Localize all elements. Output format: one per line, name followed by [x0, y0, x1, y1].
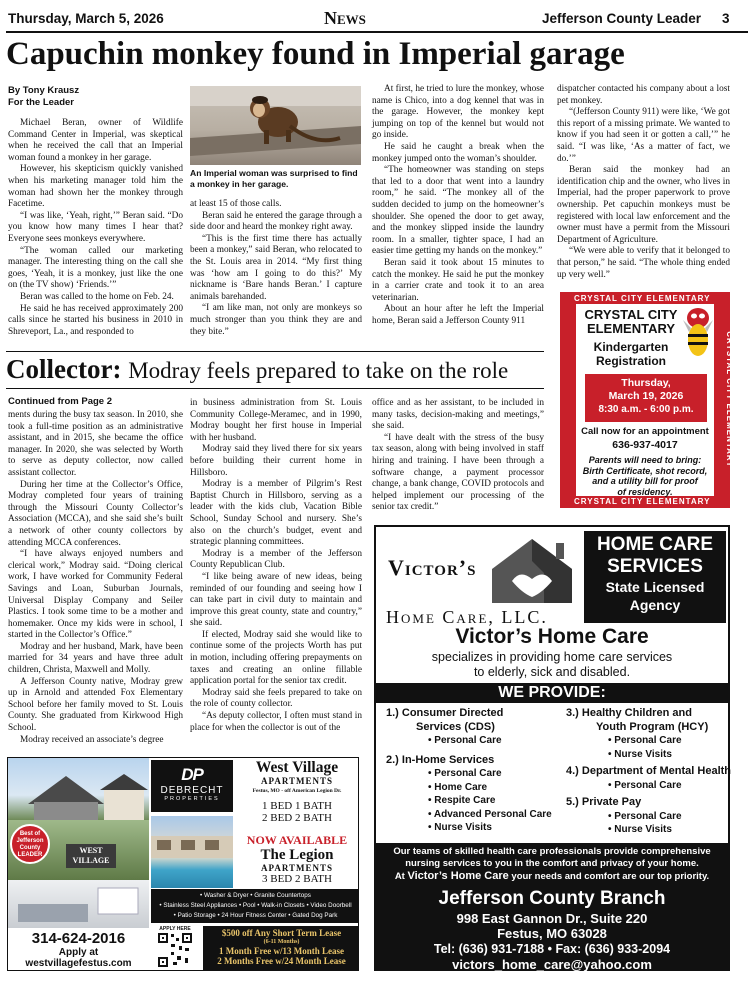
section-rule-bottom — [6, 388, 544, 389]
monkey-column-2 — [190, 199, 362, 338]
program-item: • Respite Care — [428, 795, 496, 806]
ad-banner-top: CRYSTAL CITY ELEMENTARY — [574, 294, 711, 303]
paragraph: Beran said the monkey had an identification chip and the owner, who lives in Imperial, had the proper paperwork to prove ownership. Pet capuchin monkeys must be registered with local law enforcement and the owner must have a permit from the Missouri Department of Agriculture. — [557, 165, 730, 245]
program-item: • Personal Care — [428, 768, 502, 779]
paragraph: Modray and her husband, Mark, have been married for 34 years and have three adult children, Christa, Maxwell and Molly. — [8, 641, 183, 676]
paragraph: “I like being aware of new ideas, being reminded of our founding and seeing how I can take part in civil duty to maintain and improve this great county, state and country,” she said. — [190, 571, 362, 629]
paragraph: He said he caught a break when the monkey jumped onto the woman’s shoulder. — [372, 141, 544, 164]
paper-name: Jefferson County Leader — [542, 11, 702, 26]
continued-from: Continued from Page 2 — [8, 396, 112, 407]
paragraph: at least 15 of those calls. — [190, 199, 282, 209]
programs-right — [566, 707, 732, 837]
paragraph: At first, he tried to lure the monkey, whose name is Chico, into a dog kennel that was in the garage. However, the monkey kept jumping on top of the kennel but would not go inside. — [372, 84, 544, 141]
pool-illustration — [151, 816, 233, 888]
paragraph: Beran said he entered the garage through a side door and heard the monkey right away. — [190, 210, 362, 233]
sign-text: WEST VILLAGE — [66, 844, 116, 868]
registration-time: 8:30 a.m. - 6:00 p.m. — [598, 404, 694, 415]
monkey-column-1 — [8, 118, 183, 338]
paragraph: Modray received an associate’s degree — [20, 734, 164, 745]
program-title: Youth Program (HCY) — [596, 720, 709, 733]
apply-label: Apply at — [58, 947, 99, 958]
byline-org: For the Leader — [8, 96, 74, 108]
paragraph: Michael Beran, owner of Wildlife Command Center in Imperial, was skeptical when he received the call that an Imperial woman found a monkey in her garage. — [8, 118, 183, 163]
byline-author: By Tony Krausz — [8, 85, 80, 96]
collector-column-2 — [190, 398, 362, 734]
we-provide-bar: WE PROVIDE: — [376, 683, 728, 703]
collector-kicker: Collector: — [6, 354, 122, 384]
paragraph: A Jefferson County native, Modray grew up in Arnold and attended Fox Elementary School before her family moved to St. Louis County. She graduated from Kirkwood High School. — [8, 676, 183, 734]
header-date: Thursday, March 5, 2026 — [8, 11, 164, 26]
monkey-headline: Capuchin monkey found in Imperial garage — [6, 36, 625, 72]
monkey-photo — [190, 86, 361, 165]
program-item: • Personal Care — [608, 810, 682, 822]
page-number: 3 — [722, 11, 730, 26]
collector-column-1 — [8, 410, 183, 746]
branch-city: Festus, MO 63028 — [497, 926, 607, 941]
debrecht-logo: DP DEBRECHT PROPERTIES — [151, 760, 233, 812]
living-room-illustration — [8, 880, 149, 928]
paragraph: in business administration from St. Louis Community College-Meramec, and in 1990, Modray bought her first house in Imperial with her husband. — [190, 398, 362, 443]
paragraph: If elected, Modray said she would like to continue some of the projects Worth has put in motion, including offering prepayments on taxes and creating an online fillable application portal for the senior tax credit. — [190, 629, 362, 687]
branch-name: Jefferson County Branch — [438, 888, 666, 909]
program-item: • Nurse Visits — [428, 822, 492, 833]
paragraph: ments during the busy tax season. In 2010, she took a full-time position as an administrative assistant, and in 2015, she became the office manager. In 2020, she was selected by Worth to serve as deputy collector, now called assistant collector. — [8, 410, 183, 478]
program-title: 2.) In-Home Services — [386, 753, 495, 766]
paragraph: He said he has received approximately 200 calls since he started his business in 2010 in Shreveport, La., and responded to — [8, 303, 183, 337]
best-of-badge: Best of Jefferson County LEADER — [10, 824, 50, 864]
now-available: NOW AVAILABLE — [246, 833, 348, 847]
collector-headline — [6, 352, 508, 388]
registration-date-box: Thursday, March 19, 2026 8:30 a.m. - 6:00 p.m. — [585, 374, 707, 422]
paragraph: “We were able to verify that it belonged to that person,” he said. “The whole thing ended up very well.” — [557, 246, 730, 280]
program-title: 1.) Consumer Directed — [386, 707, 504, 719]
qr-code[interactable]: APPLY HERE — [155, 926, 195, 970]
branch-address: 998 East Gannon Dr., Suite 220 — [456, 911, 648, 926]
paragraph: “This is the first time there has actually been a monkey,” said Beran, who relocated to the St. Louis area in 2014. “My first thing was ‘how am I going to do this?’ My nickname is ‘Bare hands Beran.’ I capture animals barehanded. — [190, 233, 362, 302]
westvillage-phone: 314-624-2016 — [31, 930, 126, 947]
monkey-illustration — [190, 86, 361, 165]
paragraph: “I am like man, not only are monkeys so much stronger than you think they are and they bite.” — [190, 303, 362, 337]
dp-mark: DP — [181, 765, 203, 784]
west-village-units: 1 BED 1 BATH 2 BED 2 BATH — [262, 800, 332, 824]
page-header — [8, 8, 748, 32]
paragraph: “I have always enjoyed numbers and clerical work,” Modray said. “Doing clerical work, I have worked for Community Federal Savings and Loan, Suburban Journals, Universal Display Company and Seiler Plastics. I took some time to be a mother and homemaker. Once my kids were in school, I started in the Collector’s Office.” — [8, 549, 183, 641]
branch-phones: Tel: (636) 931-7188 • Fax: (636) 933-2094 — [433, 942, 671, 956]
westvillage-ad — [7, 757, 359, 971]
paragraph: “I was like, ‘Yeah, right,’” Beran said. “Do you know how many times I hear that? Everyone sees monkeys everywhere. — [8, 210, 183, 244]
program-item: • Home Care — [428, 781, 488, 793]
paragraph: dispatcher contacted his company about a lost pet monkey. — [557, 84, 730, 106]
west-village-title: West Village APARTMENTS Festus, MO - off American Legion Dr. — [252, 759, 342, 794]
logo-bottom-text: Home Care, LLC. — [386, 607, 548, 627]
monkey-column-3 — [372, 84, 544, 327]
ad-banner-bottom: CRYSTAL CITY ELEMENTARY — [574, 497, 711, 506]
lease-deals: $500 off Any Short Term Lease (6-11 Months) 1 Month Free w/13 Month Lease 2 Months Free w/24 Month Lease — [203, 926, 359, 971]
school-phone: 636-937-4017 — [612, 439, 678, 451]
paragraph: Beran said it took about 15 minutes to catch the monkey. He said he put the monkey in a carrier crate and took it to an area veterinarian. — [372, 257, 544, 303]
paragraph: “As deputy collector, I often must stand in place for when the collector is out of the — [190, 711, 362, 733]
program-title: 5.) Private Pay — [566, 796, 642, 808]
registration-title: Kindergarten Registration — [593, 340, 669, 368]
collector-column-3 — [372, 398, 544, 514]
paragraph: “The homeowner was standing on steps that led to a door that went into a laundry room,” he said. “The monkey all of the sudden decided to jump on the homeowner’s shoulder. She opened the door to get away, and the monkey slipped inside the laundry room. In a smaller, tighter space, I had an easier time getting my hands on the monkey.” — [372, 165, 544, 257]
program-title: 4.) Department of Mental Health — [566, 765, 732, 777]
paragraph: Modray is a member of Pilgrim’s Rest Baptist Church in Hillsboro, serving as a leader with the kids club, Vacation Bible School, Sunday School and nursery. She’s also on the church’s budget, event and strategic planning committees. — [190, 479, 362, 548]
victors-ad — [374, 525, 730, 971]
paragraph: However, his skepticism quickly vanished when his marketing manager told him the woman had shown her the monkey through Facetime. — [8, 164, 183, 210]
paragraph: office and as her assistant, to be included in many tasks, decision-making and meetings,” she said. — [372, 398, 544, 432]
program-item: • Personal Care — [608, 735, 682, 746]
monkey-column-4 — [557, 84, 730, 281]
ad-banner-right: CRYSTAL CITY ELEMENTARY — [724, 331, 734, 468]
hornet-mascot-icon — [683, 306, 713, 362]
photo-caption: An Imperial woman was surprised to find a monkey in her garage. — [190, 168, 358, 189]
branch-email: victors_home_care@yahoo.com — [452, 957, 652, 972]
apartment-photo — [8, 758, 149, 820]
qr-code-icon — [157, 932, 193, 968]
program-item: • Personal Care — [608, 779, 682, 791]
byline — [8, 85, 183, 108]
paragraph: During her time at the Collector’s Office, Modray completed four years of training through the Missouri County Collector’s Association (MCCA), and she said she’s built a network of other county collectors by attending MCCA conferences. — [8, 479, 183, 548]
logo-top-text: Victor’s — [388, 555, 477, 580]
interior-photo — [8, 880, 149, 928]
amenities-bar: • Washer & Dryer • Granite Countertops • Stainless Steel Appliances • Pool • Walk-in Closets • Video Doorbell • Patio Storage • 24 Hour Fitness Center • Gated Dog Park — [151, 889, 359, 923]
pool-photo — [151, 816, 233, 888]
legion-title: NOW AVAILABLE The Legion APARTMENTS 3 BED 2 BATH — [234, 834, 359, 886]
paragraph: Modray said she feels prepared to take on the role of county collector. — [190, 687, 362, 710]
paragraph: Modray is a member of the Jefferson County Republican Club. — [190, 548, 362, 571]
call-appointment: Call now for an appointment — [581, 426, 709, 437]
house-hands-icon — [486, 535, 578, 605]
paragraph: “The woman called our marketing manager. The interesting thing on the call she goes, ‘Yeah, it is a monkey, just like the one on (the TV show) ‘Friends.’” — [8, 245, 183, 291]
victors-logo — [382, 535, 582, 625]
program-title: 3.) Healthy Children and — [566, 707, 692, 719]
paragraph: “I have dealt with the stress of the busy tax season, along with being involved in staff hiring and training. I have been through a software change, a payment processor change, a bank change, COVID protocols and helped implement our processing of the senior tax credit.” — [372, 432, 544, 513]
program-item: • Personal Care — [428, 735, 502, 746]
header-rule — [6, 31, 748, 33]
program-title: Services (CDS) — [416, 720, 495, 733]
victors-tagline: specializes in providing home care services to elderly, sick and disabled. — [431, 650, 673, 679]
paragraph: “(Jefferson County 911) were like, ‘We got this report of a missing primate. We wanted to know if you had seen it or gotten a call,’” he said. “I was like, ‘As a matter of fact, we do.’” — [557, 107, 730, 164]
victors-name: Victor’s Home Care — [455, 625, 649, 648]
paragraph: Beran was called to the home on Feb. 24. — [20, 291, 174, 302]
program-item: • Advanced Personal Care — [428, 808, 552, 820]
paragraph: Modray said they lived there for six years before building their current home in Hillsboro. — [190, 444, 362, 478]
program-item: • Nurse Visits — [608, 748, 672, 760]
programs-left — [386, 707, 556, 835]
documents-needed: Parents will need to bring: Birth Certificate, shot record, and a utility bill for proof of residency. — [582, 455, 708, 497]
school-name: CRYSTAL CITY ELEMENTARY — [584, 307, 678, 336]
westvillage-url[interactable]: westvillagefestus.com — [25, 958, 132, 969]
collector-title: Modray feels prepared to take on the role — [128, 358, 509, 383]
building-illustration — [8, 758, 149, 820]
section-name: News — [324, 8, 366, 28]
program-item: • Nurse Visits — [608, 824, 672, 835]
crystal-ad-inner — [576, 304, 714, 496]
licensed-badge: HOME CARE SERVICES State Licensed Agency — [584, 531, 726, 623]
victors-footer: Our teams of skilled health care professionals provide comprehensive nursing services to you in the comfort and privacy of your home. At Victor’s Home Care your needs and comfort are our top priority. Jefferson County Branch 998 East Gannon Dr., Suite 220 Festus, MO 63028 Tel: (636) 931-7188 • Fax: (636) 933-2094 victors_home_care@yahoo.com — [376, 843, 728, 969]
paragraph: About an hour after he left the Imperial home, Beran said a Jefferson County 911 — [372, 304, 544, 326]
